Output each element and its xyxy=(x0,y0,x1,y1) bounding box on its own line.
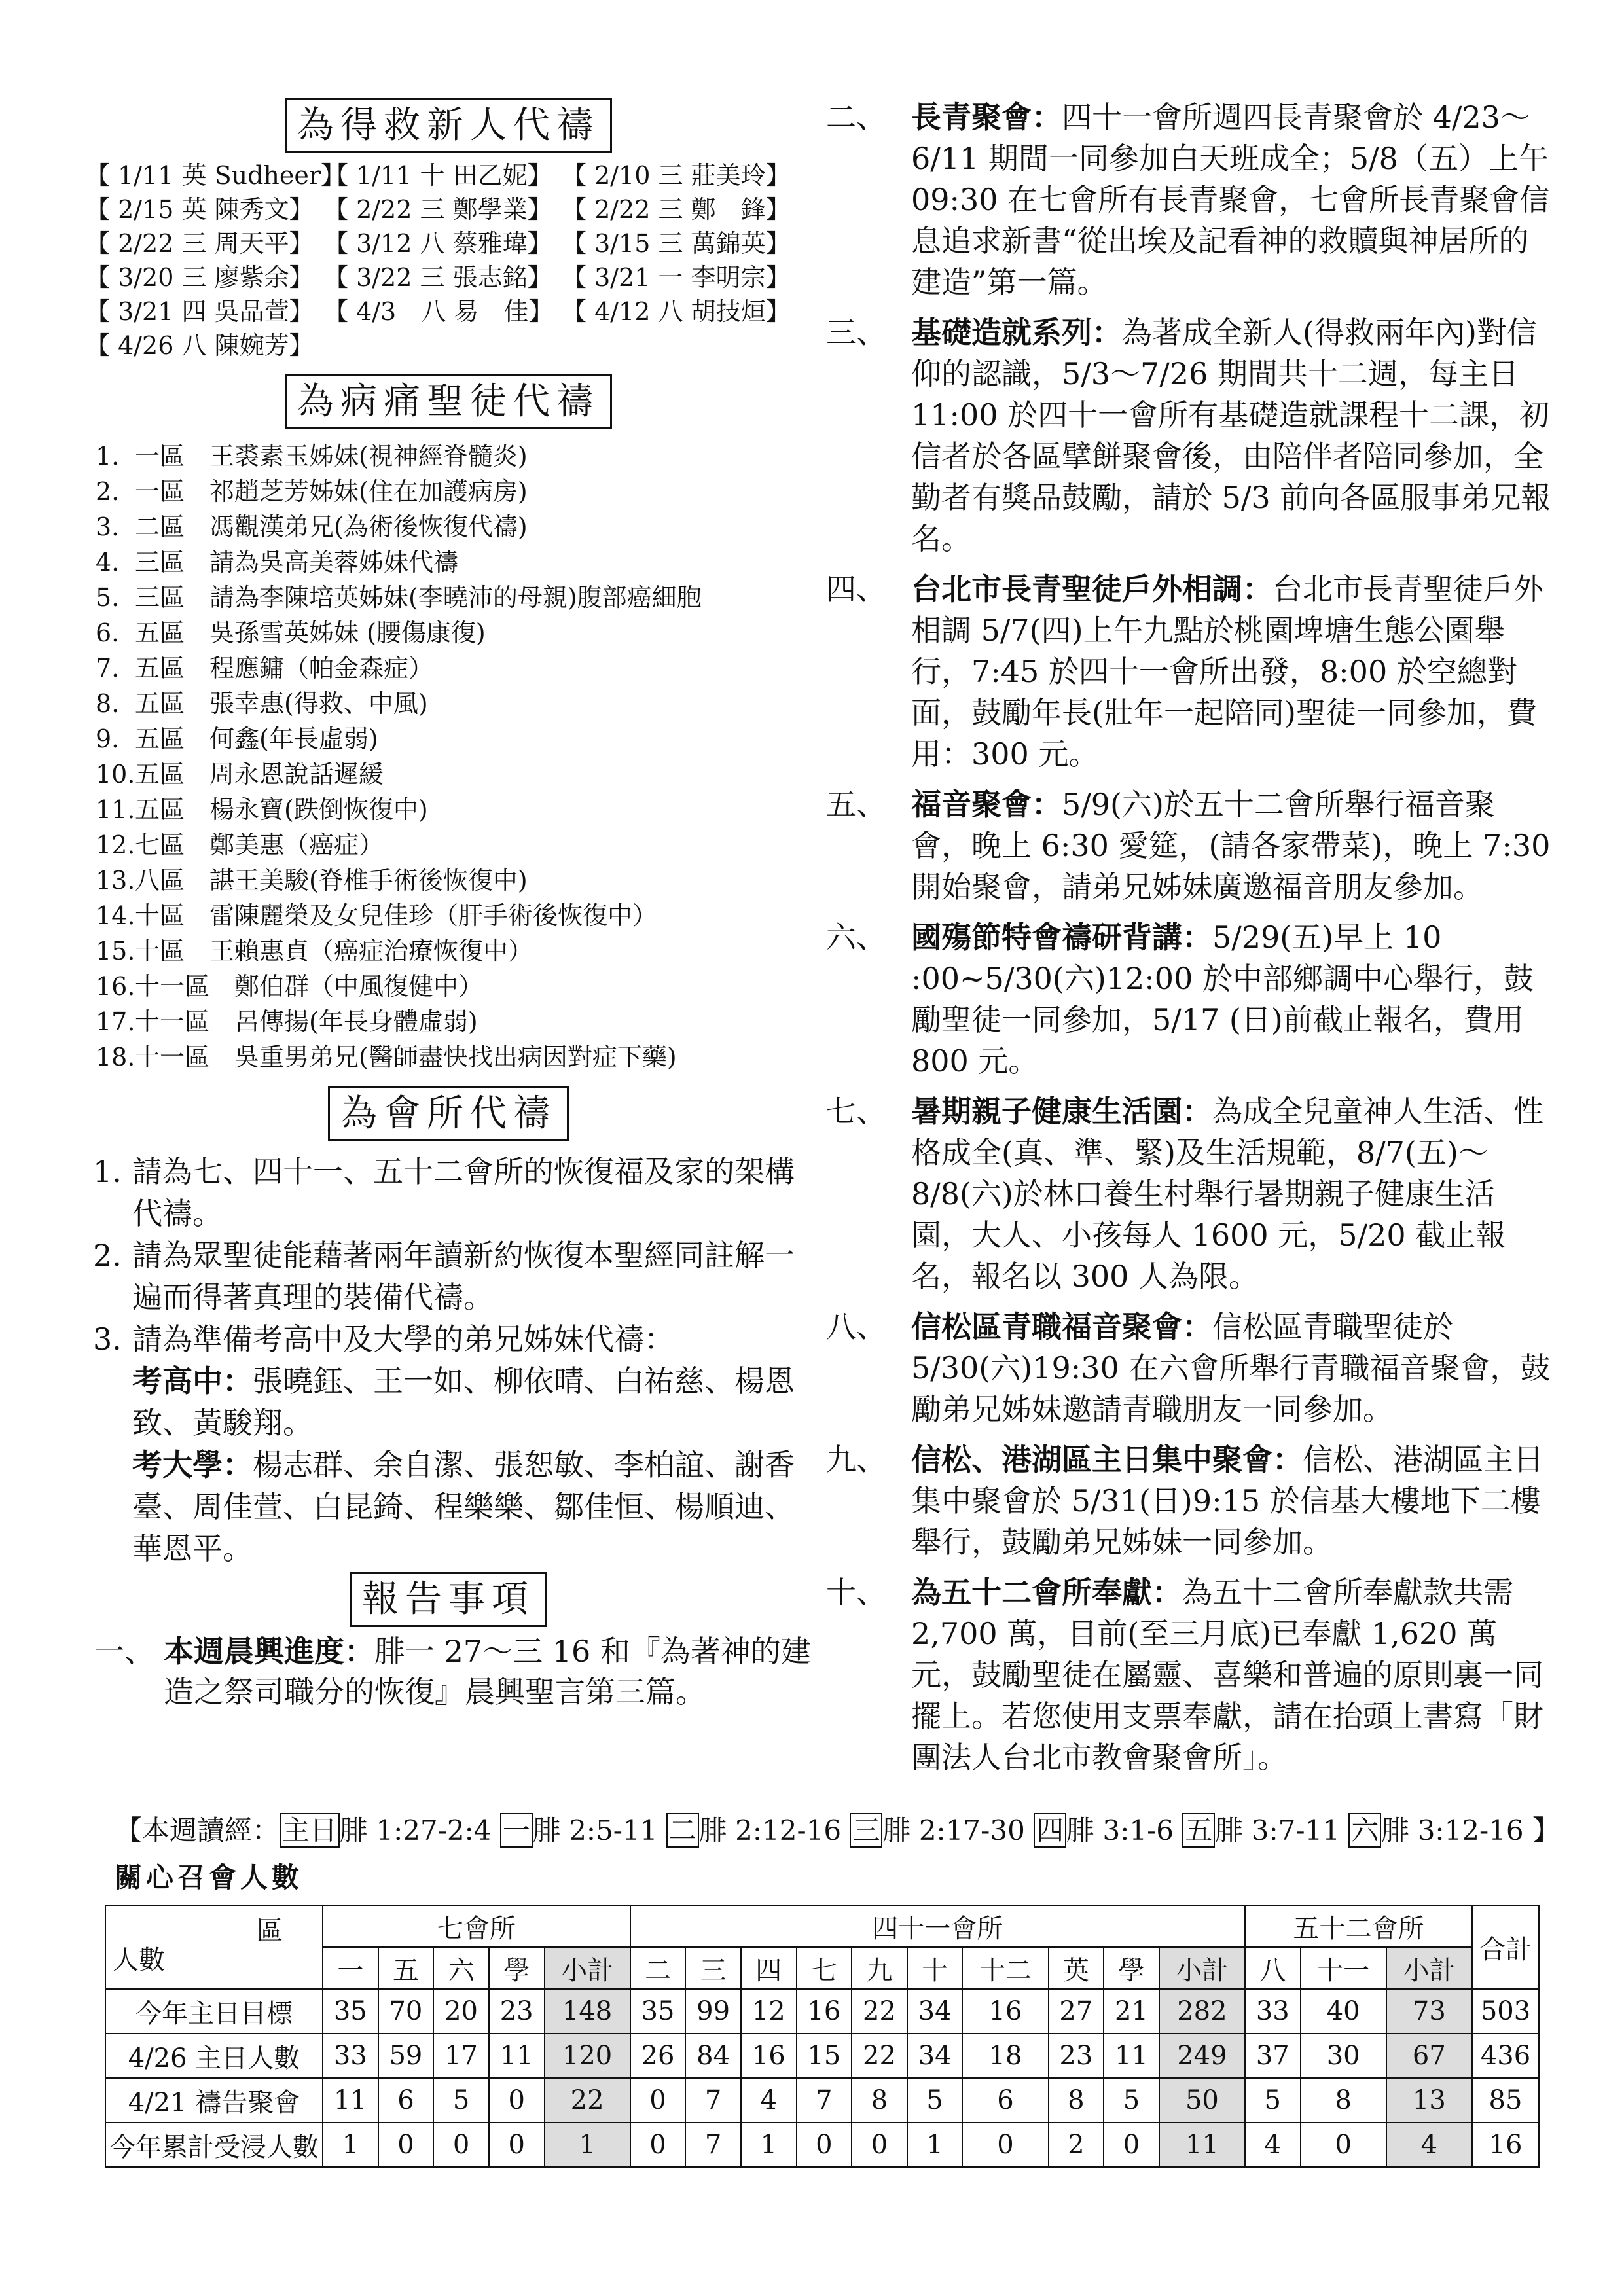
item-number: 14. xyxy=(96,901,135,930)
item-text: 五區 楊永寶(跌倒恢復中) xyxy=(135,795,428,824)
column-header: 小計 xyxy=(545,1947,630,1989)
table-cell: 0 xyxy=(852,2123,907,2167)
column-header: 十 xyxy=(907,1947,963,1989)
item-text: 五區 周永恩說話遲緩 xyxy=(135,760,384,789)
corner-bottom-label: 人數 xyxy=(113,1945,165,1975)
table-cell: 5 xyxy=(433,2078,489,2123)
item-number: 2. xyxy=(96,477,120,506)
table-cell: 0 xyxy=(1104,2123,1159,2167)
group-header: 五十二會所 xyxy=(1245,1905,1472,1947)
day-box: 三 xyxy=(850,1813,882,1848)
weekly-reading xyxy=(115,1812,1560,1850)
item-number: 7. xyxy=(96,654,120,683)
table-cell: 0 xyxy=(797,2123,852,2167)
item-number: 一、 xyxy=(94,1634,154,1669)
table-cell: 23 xyxy=(489,1989,545,2034)
item-number: 5. xyxy=(96,583,120,612)
table-cell: 8 xyxy=(1301,2078,1386,2123)
item-text: 五區 吳孫雪英姊妹 (腰傷康復) xyxy=(135,619,486,647)
item-text: 三區 請為李陳培英姊妹(李曉沛的母親)腹部癌細胞 xyxy=(135,583,702,612)
item-number: 七、 xyxy=(826,1094,886,1129)
item-number: 17. xyxy=(96,1007,135,1036)
church-prayer-list xyxy=(85,1151,812,1570)
sick-item xyxy=(96,545,812,580)
day-box: 四 xyxy=(1034,1813,1066,1848)
table-row xyxy=(105,2078,1539,2123)
announcement-text: 為五十二會所奉獻款共需 2,700 萬，目前(至三月底)已奉獻 1,620 萬元，鼓勵聖徒在屬靈、喜樂和普遍的原則裏一同擺上。若您使用支票奉獻，請在抬頭上書寫「財團法人台北市教會聚會所」。 xyxy=(911,1575,1543,1775)
reading-ref: 腓 2:17-30 xyxy=(882,1814,1034,1846)
day-box: 六 xyxy=(1348,1813,1381,1848)
salvation-row xyxy=(85,295,812,329)
table-cell: 16 xyxy=(741,2034,797,2078)
table-cell: 35 xyxy=(323,1989,378,2034)
salvation-entry: 【 2/22 三 鄭學業】 xyxy=(323,195,552,224)
announcement-title: 基礎造就系列： xyxy=(911,315,1122,350)
item-number: 6. xyxy=(96,619,120,647)
sick-item xyxy=(96,1004,812,1039)
announcement-text: 四十一會所週四長青聚會於 4/23～6/11 期間一同參加白天班成全；5/8（五）上午 09:30 在七會所有長青聚會，七會所長青聚會信息追求新書“從出埃及記看神的救贖與神居所的建造”第一篇。 xyxy=(911,99,1550,300)
table-cell: 27 xyxy=(1049,1989,1104,2034)
group-header: 七會所 xyxy=(323,1905,630,1947)
table-cell: 22 xyxy=(852,1989,907,2034)
reading-ref: 腓 1:27-2:4 xyxy=(340,1814,500,1846)
table-cell: 6 xyxy=(962,2078,1048,2123)
column-header: 學 xyxy=(489,1947,545,1989)
sick-item xyxy=(96,969,812,1004)
sick-item xyxy=(96,580,812,615)
sick-item xyxy=(96,1039,812,1075)
item-number: 8. xyxy=(96,689,120,718)
item-number: 12. xyxy=(96,831,135,859)
column-header: 二 xyxy=(630,1947,686,1989)
item-number: 11. xyxy=(96,795,135,824)
announcement-text: 為成全兒童神人生活、性格成全(真、準、緊)及生活規範，8/7(五)～8/8(六)於林口養生村舉行暑期親子健康生活園，大人、小孩每人 1600 元，5/20 截止報名，報名以 300 人為限。 xyxy=(911,1094,1543,1294)
column-header: 四 xyxy=(741,1947,797,1989)
table-cell: 85 xyxy=(1472,2078,1539,2123)
report-title: 報告事項 xyxy=(350,1572,547,1627)
item-text: 請為準備考高中及大學的弟兄姊妹代禱： xyxy=(132,1321,674,1357)
table-cell: 1 xyxy=(907,2123,963,2167)
announcement-text: 腓一 27～三 16 和『為著神的建造之祭司職分的恢復』晨興聖言第三篇。 xyxy=(164,1634,811,1710)
table-cell: 33 xyxy=(323,2034,378,2078)
day-box: 一 xyxy=(500,1813,533,1848)
sick-item xyxy=(96,651,812,686)
item-text: 十區 雷陳麗榮及女兒佳珍（肝手術後恢復中） xyxy=(135,901,658,930)
table-cell: 40 xyxy=(1301,1989,1386,2034)
table-cell: 11 xyxy=(1104,2034,1159,2078)
header-row xyxy=(105,1905,1539,1947)
item-number: 二、 xyxy=(826,99,886,135)
announcement-title: 國殤節特會禱研背講： xyxy=(911,920,1212,955)
item-text: 七區 鄭美惠（癌症） xyxy=(135,831,384,859)
announcement-item xyxy=(826,312,1553,560)
salvation-row xyxy=(85,226,812,260)
table-cell: 5 xyxy=(907,2078,963,2123)
table-cell: 84 xyxy=(685,2034,741,2078)
exam-names: 楊志群、余自潔、張恕敏、李柏誼、謝香臺、周佳萱、白昆錡、程樂樂、鄒佳恒、楊順迪、華恩平。 xyxy=(132,1447,795,1566)
sick-item xyxy=(96,509,812,545)
reading-ref: 腓 2:5-11 xyxy=(532,1814,666,1846)
announcement-title: 本週晨興進度： xyxy=(164,1634,374,1669)
table-cell: 34 xyxy=(907,1989,963,2034)
item-text: 十一區 呂傳揚(年長身體虛弱) xyxy=(135,1007,478,1036)
item-number: 八、 xyxy=(826,1309,886,1344)
table-cell: 1 xyxy=(323,2123,378,2167)
reading-ref: 腓 2:12-16 xyxy=(698,1814,850,1846)
table-cell: 6 xyxy=(378,2078,434,2123)
item-number: 六、 xyxy=(826,920,886,955)
weekly-suffix: 】 xyxy=(1532,1814,1561,1846)
item-number: 13. xyxy=(96,866,135,895)
table-cell: 33 xyxy=(1245,1989,1301,2034)
column-header: 一 xyxy=(323,1947,378,1989)
table-cell: 0 xyxy=(630,2078,686,2123)
sick-item xyxy=(96,792,812,827)
item-number: 五、 xyxy=(826,787,886,822)
announcement-title: 福音聚會： xyxy=(911,787,1062,822)
table-cell: 20 xyxy=(433,1989,489,2034)
announcement-item xyxy=(826,1091,1553,1297)
table-cell: 16 xyxy=(797,1989,852,2034)
item-text: 五區 張幸惠(得救、中風) xyxy=(135,689,428,718)
sick-item xyxy=(96,827,812,863)
salvation-entry: 【 1/11 十 田乙妮】 xyxy=(323,161,552,190)
church-item xyxy=(85,1151,812,1234)
table-cell: 50 xyxy=(1159,2078,1245,2123)
exam-label: 考高中： xyxy=(132,1363,253,1399)
table-cell: 0 xyxy=(489,2078,545,2123)
exam-high-school xyxy=(85,1360,812,1444)
table-row xyxy=(105,2123,1539,2167)
table-cell: 13 xyxy=(1386,2078,1472,2123)
item-number: 三、 xyxy=(826,315,886,350)
sick-item xyxy=(96,863,812,898)
salvation-entry: 【 3/20 三 廖紫余】 xyxy=(85,263,314,292)
sick-item xyxy=(96,757,812,792)
table-cell: 0 xyxy=(433,2123,489,2167)
table-cell: 5 xyxy=(1104,2078,1159,2123)
table-cell: 8 xyxy=(852,2078,907,2123)
item-text: 三區 請為吳高美蓉姊妹代禱 xyxy=(135,548,459,577)
announcement-text: 5/29(五)早上 10 :00~5/30(六)12:00 於中部鄉調中心舉行，鼓勵聖徒一同參加，5/17 (日)前截止報名，費用 800 元。 xyxy=(911,920,1534,1079)
sick-item xyxy=(96,615,812,651)
table-cell: 0 xyxy=(1301,2123,1386,2167)
column-header: 英 xyxy=(1049,1947,1104,1989)
table-cell: 37 xyxy=(1245,2034,1301,2078)
item-text: 請為眾聖徒能藉著兩年讀新約恢復本聖經同註解一遍而得著真理的裝備代禱。 xyxy=(132,1238,795,1315)
salvation-entry: 【 4/3 八 易 佳】 xyxy=(323,297,554,326)
salvation-entry: 【 2/22 三 鄭 鋒】 xyxy=(562,195,791,224)
item-number: 10. xyxy=(96,760,135,789)
announcement-item xyxy=(826,1306,1553,1430)
reading-ref: 腓 3:12-16 xyxy=(1381,1814,1532,1846)
item-text: 五區 程應鏞（帕金森症） xyxy=(135,654,434,683)
church-item xyxy=(85,1234,812,1318)
announcement-title: 暑期親子健康生活園： xyxy=(911,1094,1212,1129)
table-corner xyxy=(105,1905,323,1989)
column-header: 小計 xyxy=(1159,1947,1245,1989)
salvation-entry: 【 1/11 英 Sudheer】 xyxy=(85,161,346,190)
salvation-entry: 【 2/15 英 陳秀文】 xyxy=(85,195,314,224)
item-text: 五區 何鑫(年長虛弱) xyxy=(135,725,378,753)
weekly-prefix: 【本週讀經： xyxy=(115,1814,280,1846)
salvation-entry: 【 2/10 三 莊美玲】 xyxy=(562,161,791,190)
announcement-item xyxy=(826,784,1553,908)
sick-item xyxy=(96,898,812,933)
table-cell: 22 xyxy=(852,2034,907,2078)
table-cell: 99 xyxy=(685,1989,741,2034)
total-header: 合計 xyxy=(1472,1905,1539,1989)
sick-list xyxy=(96,439,812,1075)
table-cell: 21 xyxy=(1104,1989,1159,2034)
column-header: 八 xyxy=(1245,1947,1301,1989)
item-number: 四、 xyxy=(826,571,886,607)
attendance-table xyxy=(105,1905,1540,2168)
item-text: 一區 王裘素玉姊妹(視神經脊髓炎) xyxy=(135,442,528,471)
table-cell: 0 xyxy=(630,2123,686,2167)
table-cell: 59 xyxy=(378,2034,434,2078)
announcement-title: 台北市長青聖徒戶外相調： xyxy=(911,571,1272,607)
announcement-title: 為五十二會所奉獻： xyxy=(911,1575,1182,1610)
item-number: 18. xyxy=(96,1043,135,1071)
salvation-row xyxy=(85,329,812,363)
salvation-entry: 【 2/22 三 周天平】 xyxy=(85,229,314,258)
table-cell: 11 xyxy=(489,2034,545,2078)
announcement-item xyxy=(85,1631,812,1712)
salvation-row xyxy=(85,192,812,226)
day-box: 主日 xyxy=(280,1813,340,1848)
table-row xyxy=(105,2034,1539,2078)
column-header: 九 xyxy=(852,1947,907,1989)
table-cell: 282 xyxy=(1159,1989,1245,2034)
salvation-entry: 【 3/12 八 蔡雅瑋】 xyxy=(323,229,552,258)
sick-title: 為病痛聖徒代禱 xyxy=(285,374,612,429)
item-text: 請為七、四十一、五十二會所的恢復福及家的架構代禱。 xyxy=(132,1154,795,1231)
item-number: 15. xyxy=(96,937,135,965)
announcement-text: 信松區青職聖徒於 5/30(六)19:30 在六會所舉行青職福音聚會，鼓勵弟兄姊妹邀請青職朋友一同參加。 xyxy=(911,1309,1551,1427)
sick-item xyxy=(96,474,812,509)
reading-ref: 腓 3:7-11 xyxy=(1215,1814,1349,1846)
salvation-list xyxy=(85,158,812,363)
announcement-item xyxy=(826,1572,1553,1778)
table-cell: 30 xyxy=(1301,2034,1386,2078)
table-cell: 15 xyxy=(797,2034,852,2078)
exam-university xyxy=(85,1444,812,1570)
table-cell: 22 xyxy=(545,2078,630,2123)
column-header: 小計 xyxy=(1386,1947,1472,1989)
table-cell: 1 xyxy=(545,2123,630,2167)
column-header: 三 xyxy=(685,1947,741,1989)
table-cell: 11 xyxy=(323,2078,378,2123)
salvation-entry: 【 3/21 一 李明宗】 xyxy=(562,263,791,292)
salvation-entry: 【 3/22 三 張志銘】 xyxy=(323,263,552,292)
row-label: 今年主日目標 xyxy=(105,1989,323,2034)
salvation-row xyxy=(85,158,812,192)
table-cell: 7 xyxy=(685,2078,741,2123)
day-box: 二 xyxy=(666,1813,699,1848)
announcement-item xyxy=(826,569,1553,775)
announcement-item xyxy=(826,97,1553,303)
attendance-caption: 關心召會人數 xyxy=(115,1861,304,1893)
item-number: 3. xyxy=(93,1321,122,1357)
table-cell: 0 xyxy=(962,2123,1048,2167)
reading-ref: 腓 3:1-6 xyxy=(1066,1814,1183,1846)
table-cell: 7 xyxy=(797,2078,852,2123)
exam-label: 考大學： xyxy=(132,1447,253,1482)
item-text: 十一區 鄭伯群（中風復健中） xyxy=(135,972,484,1001)
table-row xyxy=(105,1989,1539,2034)
item-text: 八區 諶王美駿(脊椎手術後恢復中) xyxy=(135,866,528,895)
table-cell: 0 xyxy=(489,2123,545,2167)
item-number: 3. xyxy=(96,512,120,541)
church-title: 為會所代禱 xyxy=(328,1086,569,1141)
item-text: 一區 祁趙芝芳姊妹(住在加護病房) xyxy=(135,477,528,506)
announcements-list xyxy=(826,97,1553,1787)
table-cell: 18 xyxy=(962,2034,1048,2078)
table-cell: 16 xyxy=(962,1989,1048,2034)
table-cell: 8 xyxy=(1049,2078,1104,2123)
item-text: 十一區 吳重男弟兄(醫師盡快找出病因對症下藥) xyxy=(135,1043,677,1071)
salvation-entry: 【 3/21 四 吳品萱】 xyxy=(85,297,314,326)
sick-item xyxy=(96,933,812,969)
table-cell: 67 xyxy=(1386,2034,1472,2078)
salvation-entry: 【 4/26 八 陳婉芳】 xyxy=(85,331,314,360)
table-cell: 23 xyxy=(1049,2034,1104,2078)
table-cell: 436 xyxy=(1472,2034,1539,2078)
item-number: 9. xyxy=(96,725,120,753)
church-item xyxy=(85,1318,812,1360)
table-cell: 35 xyxy=(630,1989,686,2034)
table-cell: 16 xyxy=(1472,2123,1539,2167)
announcement-title: 長青聚會： xyxy=(911,99,1062,135)
row-label: 4/26 主日人數 xyxy=(105,2034,323,2078)
announcement-item xyxy=(826,917,1553,1082)
column-header: 五 xyxy=(378,1947,434,1989)
table-cell: 17 xyxy=(433,2034,489,2078)
day-box: 五 xyxy=(1182,1813,1215,1848)
row-label: 今年累計受浸人數 xyxy=(105,2123,323,2167)
salvation-title: 為得救新人代禱 xyxy=(285,98,612,153)
table-cell: 7 xyxy=(685,2123,741,2167)
item-number: 1. xyxy=(93,1154,122,1189)
exam-names: 張曉鈺、王一如、柳依晴、白祐慈、楊恩致、黃駿翔。 xyxy=(132,1363,795,1441)
announcement-text: 信松、港湖區主日集中聚會於 5/31(日)9:15 於信基大樓地下二樓舉行，鼓勵弟兄姊妹一同參加。 xyxy=(911,1442,1543,1560)
item-number: 4. xyxy=(96,548,120,577)
table-cell: 1 xyxy=(741,2123,797,2167)
announcement-text: 為著成全新人(得救兩年內)對信仰的認識，5/3～7/26 期間共十二週，每主日 11:00 於四十一會所有基礎造就課程十二課，初信者於各區擘餅聚會後，由陪伴者陪同參加，全勤者有獎品鼓勵，請於 5/3 前向各區服事弟兄報名。 xyxy=(911,315,1551,556)
table-cell: 120 xyxy=(545,2034,630,2078)
table-cell: 5 xyxy=(1245,2078,1301,2123)
item-number: 2. xyxy=(93,1238,122,1273)
item-number: 十、 xyxy=(826,1575,886,1610)
table-cell: 503 xyxy=(1472,1989,1539,2034)
table-cell: 34 xyxy=(907,2034,963,2078)
item-text: 十區 王賴惠貞（癌症治療恢復中） xyxy=(135,937,533,965)
table-cell: 4 xyxy=(1386,2123,1472,2167)
sick-item xyxy=(96,721,812,757)
table-cell: 11 xyxy=(1159,2123,1245,2167)
left-column xyxy=(85,98,812,1712)
item-number: 九、 xyxy=(826,1442,886,1477)
table-cell: 70 xyxy=(378,1989,434,2034)
table-cell: 4 xyxy=(741,2078,797,2123)
corner-top-label: 區 xyxy=(257,1916,283,1946)
item-number: 16. xyxy=(96,972,135,1001)
table-cell: 2 xyxy=(1049,2123,1104,2167)
salvation-entry: 【 3/15 三 萬錦英】 xyxy=(562,229,791,258)
announcement-text: 台北市長青聖徒戶外相調 5/7(四)上午九點於桃園埤塘生態公園舉行，7:45 於四十一會所出發，8:00 於空總對面，鼓勵年長(壯年一起陪同)聖徒一同參加，費用：300 元。 xyxy=(911,571,1543,772)
table-cell: 12 xyxy=(741,1989,797,2034)
table-cell: 249 xyxy=(1159,2034,1245,2078)
row-label: 4/21 禱告聚會 xyxy=(105,2078,323,2123)
salvation-entry: 【 4/12 八 胡技烜】 xyxy=(562,297,791,326)
table-cell: 26 xyxy=(630,2034,686,2078)
column-header: 十一 xyxy=(1301,1947,1386,1989)
item-number: 1. xyxy=(96,442,120,471)
announcement-title: 信松區青職福音聚會： xyxy=(911,1309,1212,1344)
column-header: 十二 xyxy=(962,1947,1048,1989)
sick-item xyxy=(96,686,812,721)
group-header: 四十一會所 xyxy=(630,1905,1245,1947)
table-cell: 148 xyxy=(545,1989,630,2034)
column-header: 七 xyxy=(797,1947,852,1989)
sick-item xyxy=(96,439,812,474)
table-cell: 4 xyxy=(1245,2123,1301,2167)
announcement-text: 5/9(六)於五十二會所舉行福音聚會，晚上 6:30 愛筵，(請各家帶菜)，晚上 7:30 開始聚會，請弟兄姊妹廣邀福音朋友參加。 xyxy=(911,787,1551,905)
salvation-row xyxy=(85,260,812,295)
column-header: 學 xyxy=(1104,1947,1159,1989)
table-cell: 0 xyxy=(378,2123,434,2167)
column-header: 六 xyxy=(433,1947,489,1989)
item-text: 二區 馮觀漢弟兄(為術後恢復代禱) xyxy=(135,512,528,541)
table-cell: 73 xyxy=(1386,1989,1472,2034)
announcement-item xyxy=(826,1439,1553,1563)
announcement-title: 信松、港湖區主日集中聚會： xyxy=(911,1442,1303,1477)
